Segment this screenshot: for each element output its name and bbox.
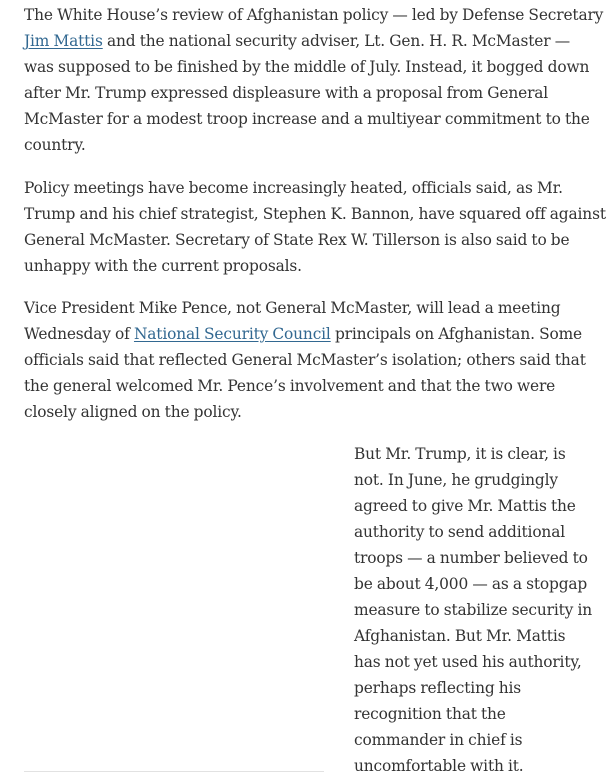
paragraph-line <box>24 2 604 28</box>
paragraph-line: troops — a number believed to <box>354 549 588 567</box>
paragraph-line: Policy meetings have become increasingly heated, officials said, as Mr. <box>24 179 563 197</box>
text-run: The White House’s review of Afghanistan policy — led by Defense Secretary <box>24 6 604 24</box>
paragraph-line: recognition that the <box>354 705 506 723</box>
paragraph-line: commander in chief is <box>354 731 523 749</box>
paragraph-line <box>24 321 604 347</box>
text-run: principals on Afghanistan. Some <box>330 325 582 343</box>
text-run: after Mr. Trump expressed displeasure with a proposal from General <box>24 84 549 102</box>
paragraph-line: measure to stabilize security in <box>354 601 593 619</box>
paragraph-line: unhappy with the current proposals. <box>24 257 302 275</box>
paragraph-line: Afghanistan. But Mr. Mattis <box>354 627 566 645</box>
paragraph-line: be about 4,000 — as a stopgap <box>354 575 588 593</box>
paragraph-line: has not yet used his authority, <box>354 653 582 671</box>
national-security-council-link[interactable]: National Security Council <box>133 325 331 343</box>
paragraph-vice-president <box>24 295 604 425</box>
text-run: and the national security adviser, Lt. Gen. H. R. McMaster — <box>102 32 570 50</box>
paragraph-line: agreed to give Mr. Mattis the <box>354 497 576 515</box>
paragraph-line: officials said that reflected General McMaster’s isolation; others said that <box>24 351 586 369</box>
paragraph-review-policy <box>24 2 604 158</box>
paragraph-line: authority to send additional <box>354 523 565 541</box>
paragraph-line <box>24 54 604 80</box>
text-run: was supposed to be finished by the middle of July. Instead, it bogged down <box>24 58 590 76</box>
paragraph-line: But Mr. Trump, it is clear, is <box>354 445 566 463</box>
paragraph-line <box>24 28 604 54</box>
paragraph-line <box>24 80 604 106</box>
paragraph-line: the general welcomed Mr. Pence’s involvement and that the two were <box>24 377 556 395</box>
paragraph-line: uncomfortable with it. <box>354 757 524 775</box>
paragraph-line: not. In June, he grudgingly <box>354 471 558 489</box>
paragraph-line <box>24 106 604 132</box>
media-divider <box>24 771 324 772</box>
paragraph-line: Trump and his chief strategist, Stephen K. Bannon, have squared off against <box>24 205 606 223</box>
paragraph-trump-not <box>354 441 593 779</box>
media-placeholder <box>24 440 324 775</box>
paragraph-line: perhaps reflecting his <box>354 679 522 697</box>
text-run: McMaster for a modest troop increase and a multiyear commitment to the <box>24 110 590 128</box>
text-run: Wednesday of <box>24 325 134 343</box>
paragraph-line: closely aligned on the policy. <box>24 403 242 421</box>
paragraph-line: General McMaster. Secretary of State Rex W. Tillerson is also said to be <box>24 231 570 249</box>
text-run: country. <box>24 136 86 154</box>
paragraph-line <box>24 132 604 158</box>
jim-mattis-link[interactable]: Jim Mattis <box>24 32 103 50</box>
paragraph-line: Vice President Mike Pence, not General McMaster, will lead a meeting <box>24 299 561 317</box>
paragraph-policy-meetings <box>24 175 604 279</box>
